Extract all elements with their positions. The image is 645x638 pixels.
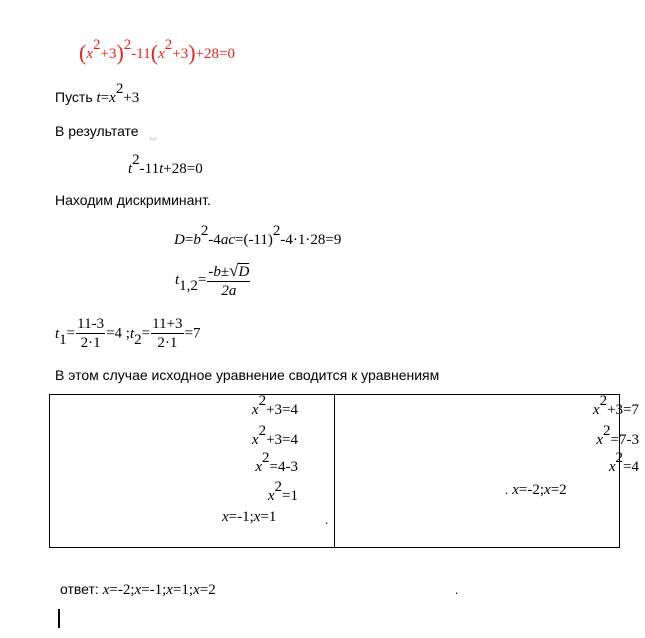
paren-close: ) bbox=[116, 40, 124, 65]
subst-label: Пусть bbox=[55, 89, 97, 105]
rhs: =7-3 bbox=[610, 432, 639, 448]
equals-sign: = bbox=[100, 90, 110, 106]
paren-close-2: ) bbox=[188, 40, 196, 65]
right-line-3 bbox=[608, 450, 639, 476]
right-line-4 bbox=[505, 482, 567, 499]
rhs-1: =-1; bbox=[228, 509, 254, 525]
exp-2: 2 bbox=[274, 479, 283, 495]
var-x-2: x bbox=[544, 482, 551, 498]
left-line-2 bbox=[251, 423, 298, 449]
exp-2: 2 bbox=[599, 393, 608, 409]
right-dot: . bbox=[505, 482, 509, 497]
exp-2: 2 bbox=[262, 450, 270, 466]
var-x: x bbox=[109, 90, 116, 106]
var-x: x bbox=[255, 459, 263, 475]
left-line-4 bbox=[267, 479, 298, 505]
var-x: x bbox=[222, 509, 229, 525]
numerator-t2: 11+3 bbox=[152, 316, 183, 332]
rhs: =4 bbox=[623, 459, 639, 475]
term-plus3: +3 bbox=[100, 46, 117, 62]
numerator-t1: 11-3 bbox=[77, 316, 105, 332]
subscript-12: 1,2 bbox=[179, 278, 198, 294]
equals-sign: = bbox=[66, 325, 76, 342]
var-x: x bbox=[251, 402, 259, 418]
var-x: x bbox=[608, 459, 616, 475]
var-t-2: t bbox=[159, 161, 164, 177]
left-line-3 bbox=[255, 450, 298, 476]
var-x: x bbox=[102, 582, 110, 598]
exp-2: 2 bbox=[258, 423, 267, 439]
equals-sign-2: = bbox=[141, 325, 151, 342]
exp-2-b: 2 bbox=[272, 223, 281, 239]
term-minus11: -11 bbox=[139, 161, 160, 177]
var-ac: ac bbox=[220, 232, 235, 248]
answer-dot: . bbox=[455, 582, 459, 597]
denominator-t2: 2·1 bbox=[157, 335, 178, 351]
var-t: t bbox=[175, 272, 180, 288]
var-t: t bbox=[96, 90, 101, 106]
var-x-2: x bbox=[158, 46, 165, 62]
roots-fraction bbox=[207, 262, 250, 299]
var-t: t bbox=[128, 161, 133, 177]
term-plus3: +3 bbox=[123, 90, 140, 106]
value-4: =2 bbox=[199, 582, 216, 598]
var-D: D bbox=[238, 264, 250, 280]
roots-values bbox=[55, 317, 201, 351]
left-dot: . bbox=[325, 512, 329, 527]
term-tail: -4·1·28=9 bbox=[280, 232, 342, 248]
var-x: x bbox=[267, 488, 275, 504]
term-minus4: -4 bbox=[208, 232, 221, 248]
rhs-2: =1 bbox=[260, 509, 277, 525]
field-marker: ◡ bbox=[149, 131, 157, 141]
exp-2: 2 bbox=[132, 152, 140, 168]
exp-2: 2 bbox=[93, 37, 101, 53]
plus-minus-sign: ± bbox=[220, 264, 230, 280]
term-plus28: +28=0 bbox=[163, 161, 203, 177]
fraction-t2 bbox=[151, 317, 183, 351]
var-x: x bbox=[251, 432, 259, 448]
fraction-numerator bbox=[207, 262, 250, 282]
exp-2: 2 bbox=[603, 423, 611, 439]
left-line-1 bbox=[251, 393, 298, 419]
value-3: =1; bbox=[172, 582, 194, 598]
sqrt-icon: √ bbox=[229, 261, 239, 280]
var-x: x bbox=[596, 432, 604, 448]
value-1: =-2; bbox=[109, 582, 135, 598]
equals-sign: = bbox=[197, 272, 207, 288]
denominator-t1: 2·1 bbox=[80, 335, 101, 351]
left-line-5 bbox=[222, 509, 276, 526]
rhs: +3=4 bbox=[266, 432, 298, 448]
var-b: b bbox=[193, 232, 201, 248]
substitution-line bbox=[55, 81, 140, 107]
equation-in-t bbox=[128, 152, 203, 178]
var-x-4: x bbox=[193, 582, 200, 598]
equals-sign: = bbox=[184, 232, 194, 248]
term-paren: =(-11) bbox=[234, 232, 273, 248]
var-x: x bbox=[592, 402, 600, 418]
var-x: x bbox=[86, 46, 93, 62]
right-line-1 bbox=[592, 393, 639, 419]
term-plus3-2: +3 bbox=[172, 46, 189, 62]
term-minus11: -11 bbox=[131, 46, 151, 62]
rhs: +3=7 bbox=[607, 402, 639, 418]
value-t1: =4 ; bbox=[106, 325, 130, 342]
term-plus28: +28=0 bbox=[195, 46, 235, 62]
var-x-3: x bbox=[166, 582, 173, 598]
var-D: D bbox=[174, 232, 185, 248]
answer-label: ответ: bbox=[60, 581, 103, 597]
right-line-2 bbox=[596, 423, 639, 449]
exp-2: 2 bbox=[258, 393, 267, 409]
text-cursor[interactable] bbox=[58, 609, 60, 628]
exp-2-outer: 2 bbox=[123, 37, 132, 53]
exp-2-inner: 2 bbox=[164, 37, 173, 53]
rhs: =1 bbox=[282, 488, 298, 504]
equations-table bbox=[49, 393, 639, 548]
fraction-denominator: 2a bbox=[221, 283, 237, 299]
exp-2: 2 bbox=[115, 81, 124, 97]
var-x-2: x bbox=[253, 509, 261, 525]
subscript-1: 1 bbox=[59, 331, 67, 348]
value-t2: =7 bbox=[184, 325, 201, 342]
discriminant-formula bbox=[174, 223, 342, 249]
subscript-2: 2 bbox=[134, 331, 142, 348]
var-t2: t bbox=[129, 325, 135, 342]
table-divider bbox=[334, 395, 335, 547]
value-2: =-1; bbox=[141, 582, 167, 598]
var-t1: t bbox=[55, 325, 60, 342]
term-minus-b: -b bbox=[208, 264, 221, 280]
result-label: В результате bbox=[55, 123, 139, 139]
answer-line bbox=[60, 581, 216, 599]
exp-2: 2 bbox=[615, 450, 624, 466]
roots-formula bbox=[175, 262, 251, 299]
rhs: +3=4 bbox=[266, 402, 298, 418]
exp-2: 2 bbox=[200, 223, 209, 239]
var-x: x bbox=[512, 482, 519, 498]
paren-open: ( bbox=[79, 40, 87, 65]
discriminant-label: Находим дискриминант. bbox=[55, 192, 211, 208]
rhs-1: =-2; bbox=[518, 482, 545, 498]
rhs: =4-3 bbox=[269, 459, 298, 475]
paren-open-2: ( bbox=[150, 40, 159, 65]
reduce-label: В этом случае исходное уравнение сводится к уравнениям bbox=[55, 367, 440, 383]
fraction-t1 bbox=[76, 317, 105, 351]
equation-original bbox=[79, 37, 235, 65]
rhs-2: =2 bbox=[550, 482, 567, 498]
var-x-2: x bbox=[134, 582, 142, 598]
